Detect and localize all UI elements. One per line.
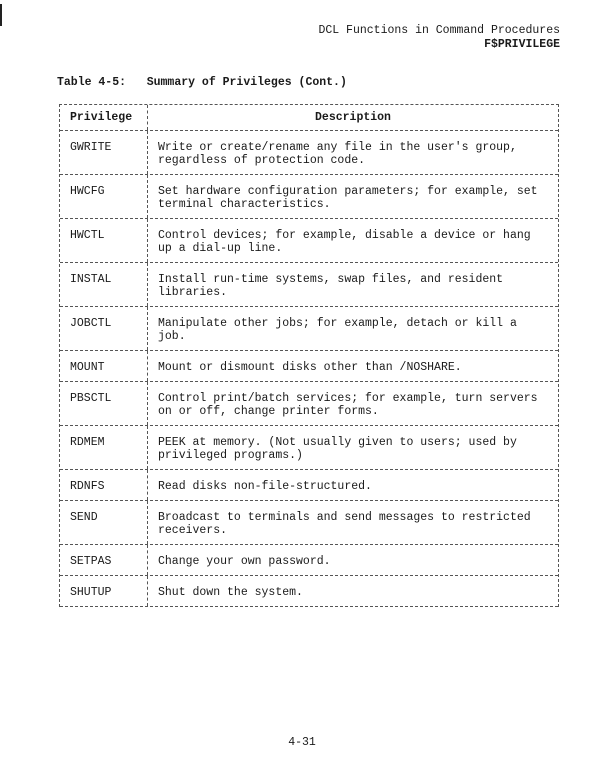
- privilege-description: Shut down the system.: [158, 586, 303, 599]
- privilege-description: PEEK at memory. (Not usually given to users; used by privileged programs.): [158, 436, 517, 462]
- privilege-description: Manipulate other jobs; for example, detach or kill a job.: [158, 317, 517, 343]
- privilege-description: Mount or dismount disks other than /NOSHARE.: [158, 361, 462, 374]
- margin-rule: [0, 4, 2, 26]
- table-row: [60, 576, 558, 607]
- privilege-name: GWRITE: [60, 131, 148, 174]
- column-header-description: Description: [315, 111, 391, 124]
- privilege-name: SEND: [60, 501, 148, 544]
- table-row: [60, 131, 558, 175]
- privilege-name: HWCFG: [60, 175, 148, 218]
- privilege-name: SHUTUP: [60, 576, 148, 606]
- table-row: [60, 470, 558, 501]
- privilege-description: Read disks non-file-structured.: [158, 480, 372, 493]
- table-row: [60, 351, 558, 382]
- table-row: [60, 175, 558, 219]
- running-header-title: DCL Functions in Command Procedures: [318, 24, 560, 37]
- column-header-privilege: Privilege: [60, 105, 148, 130]
- privilege-description: Control print/batch services; for example, turn servers on or off, change printer forms.: [158, 392, 538, 418]
- table-row: [60, 219, 558, 263]
- table-row: [60, 426, 558, 470]
- privilege-name: SETPAS: [60, 545, 148, 575]
- table-row: [60, 501, 558, 545]
- running-header-function: F$PRIVILEGE: [484, 38, 560, 51]
- table-row: [60, 545, 558, 576]
- privilege-name: PBSCTL: [60, 382, 148, 425]
- privilege-description: Install run-time systems, swap files, and resident libraries.: [158, 273, 504, 299]
- table-header-row: [60, 105, 558, 131]
- privilege-name: RDMEM: [60, 426, 148, 469]
- privilege-name: JOBCTL: [60, 307, 148, 350]
- privilege-description: Broadcast to terminals and send messages to restricted receivers.: [158, 511, 531, 537]
- privilege-description: Control devices; for example, disable a device or hang up a dial-up line.: [158, 229, 531, 255]
- page-number: 4-31: [288, 736, 316, 749]
- table-row: [60, 382, 558, 426]
- privilege-name: RDNFS: [60, 470, 148, 500]
- table-row: [60, 307, 558, 351]
- privilege-name: HWCTL: [60, 219, 148, 262]
- privilege-description: Set hardware configuration parameters; for example, set terminal characteristics.: [158, 185, 538, 211]
- privilege-name: MOUNT: [60, 351, 148, 381]
- privilege-description: Change your own password.: [158, 555, 331, 568]
- privileges-table: [59, 104, 559, 607]
- privilege-description: Write or create/rename any file in the user's group, regardless of protection code.: [158, 141, 517, 167]
- table-row: [60, 263, 558, 307]
- privilege-name: INSTAL: [60, 263, 148, 306]
- table-caption: Table 4-5: Summary of Privileges (Cont.): [57, 76, 347, 89]
